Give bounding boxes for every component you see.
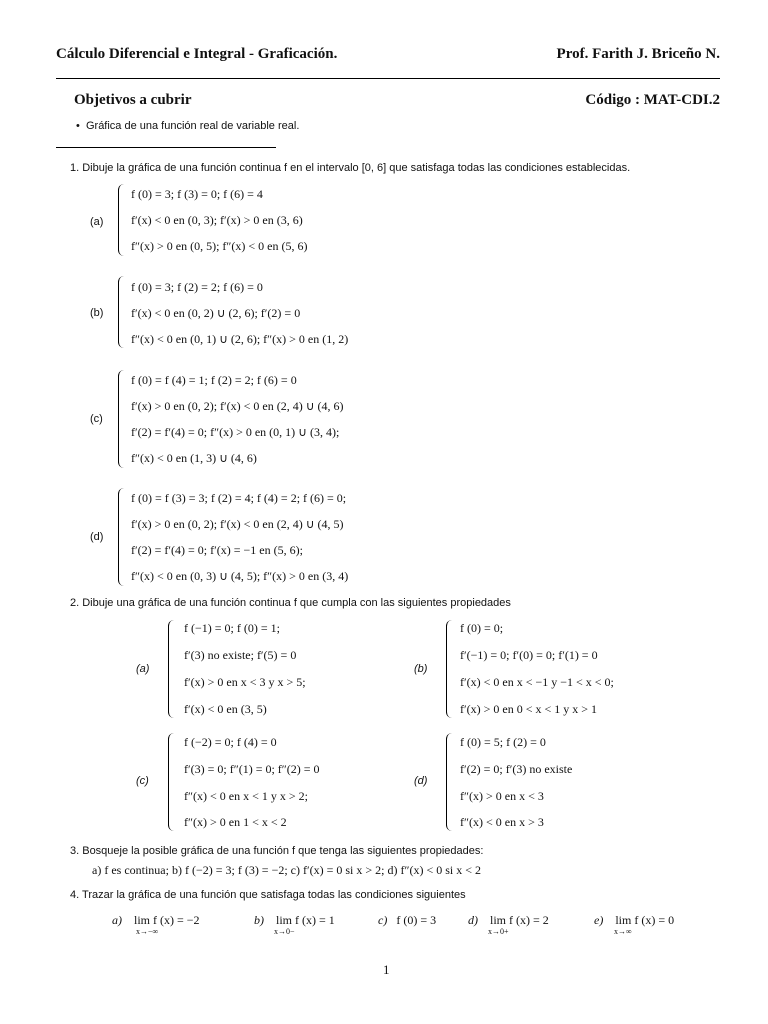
section-rule (56, 147, 276, 148)
q2b-label: (b) (414, 663, 428, 675)
q4a-label: a) (112, 913, 122, 927)
q1a-brace (118, 184, 125, 256)
q1c-line-3: f′(2) = f′(4) = 0; f″(x) > 0 en (0, 1) ∪ (3, 4); (131, 425, 340, 439)
q4b-expr: f (x) = 1 (295, 913, 335, 927)
q4d-expr: f (x) = 2 (509, 913, 549, 927)
q2a-line-4: f′(x) < 0 en (3, 5) (184, 702, 267, 716)
q4-item-b (254, 913, 335, 936)
q2a-line-1: f (−1) = 0; f (0) = 1; (184, 621, 280, 635)
q2b-brace (446, 620, 453, 718)
q1d-line-3: f′(2) = f′(4) = 0; f′(x) = −1 en (5, 6); (131, 543, 303, 557)
course-title: Cálculo Diferencial e Integral - Graficación. (56, 46, 338, 62)
q2b-line-3: f′(x) < 0 en x < −1 y −1 < x < 0; (460, 675, 614, 689)
q1a-line-2: f′(x) < 0 en (0, 3); f′(x) > 0 en (3, 6) (131, 213, 303, 227)
q1a-label: (a) (90, 216, 104, 228)
q1c-label: (c) (90, 413, 103, 425)
q2d-line-3: f″(x) > 0 en x < 3 (460, 789, 544, 803)
professor-name: Prof. Farith J. Briceño N. (556, 46, 720, 62)
q4-item-a (112, 913, 200, 936)
q4-item-e (594, 913, 675, 936)
q1-intro: 1. Dibuje la gráfica de una función continua f en el intervalo [0, 6] que satisfaga todas las condiciones establecidas. (70, 162, 631, 174)
q1d-line-2: f′(x) > 0 en (0, 2); f′(x) < 0 en (2, 4) ∪ (4, 5) (131, 517, 344, 531)
q1a-line-3: f″(x) > 0 en (0, 5); f″(x) < 0 en (5, 6) (131, 239, 308, 253)
page-number: 1 (383, 962, 390, 977)
q1b-line-3: f″(x) < 0 en (0, 1) ∪ (2, 6); f″(x) > 0 en (1, 2) (131, 332, 349, 346)
q2c-brace (168, 733, 175, 831)
q2b-line-2: f′(−1) = 0; f′(0) = 0; f′(1) = 0 (460, 648, 598, 662)
q4c-expr: f (0) = 3 (396, 913, 437, 927)
q2d-line-1: f (0) = 5; f (2) = 0 (460, 735, 546, 749)
course-code: Código : MAT-CDI.2 (585, 92, 720, 108)
objectives-title: Objetivos a cubrir (74, 92, 192, 108)
q2c-line-3: f″(x) < 0 en x < 1 y x > 2; (184, 789, 308, 803)
q1a-line-1: f (0) = 3; f (3) = 0; f (6) = 4 (131, 187, 263, 201)
q1c-line-2: f′(x) > 0 en (0, 2); f′(x) < 0 en (2, 4) ∪ (4, 6) (131, 399, 344, 413)
q4b-lim: lim (276, 913, 293, 927)
objective-text: Gráfica de una función real de variable real. (85, 120, 300, 132)
q2d-line-4: f″(x) < 0 en x > 3 (460, 815, 544, 829)
q2d-brace (446, 733, 453, 831)
q2d-label: (d) (414, 775, 428, 787)
q4b-label: b) (254, 913, 264, 927)
q1d-brace (118, 488, 125, 586)
q1d-label: (d) (90, 531, 104, 543)
q1b-label: (b) (90, 307, 104, 319)
q4a-expr: f (x) = −2 (153, 913, 200, 927)
q4e-sub: x→∞ (614, 927, 632, 936)
q4-item-c (378, 913, 436, 928)
q4e-label: e) (594, 913, 604, 927)
q1b-line-2: f′(x) < 0 en (0, 2) ∪ (2, 6); f′(2) = 0 (131, 306, 301, 320)
q4b-sub: x→0− (274, 927, 295, 936)
q1c-line-4: f″(x) < 0 en (1, 3) ∪ (4, 6) (131, 451, 257, 465)
q2a-line-2: f′(3) no existe; f′(5) = 0 (184, 648, 297, 662)
q4a-lim: lim (134, 913, 151, 927)
q1d-line-4: f″(x) < 0 en (0, 3) ∪ (4, 5); f″(x) > 0 en (3, 4) (131, 569, 349, 583)
q4a-sub: x→−∞ (136, 927, 159, 936)
q1b-brace (118, 276, 125, 348)
q2d-line-2: f′(2) = 0; f′(3) no existe (460, 762, 573, 776)
q1d-line-1: f (0) = f (3) = 3; f (2) = 4; f (4) = 2; f (6) = 0; (131, 491, 347, 505)
q1c-line-1: f (0) = f (4) = 1; f (2) = 2; f (6) = 0 (131, 373, 297, 387)
q2c-line-4: f″(x) > 0 en 1 < x < 2 (184, 815, 287, 829)
header-rule (56, 78, 720, 79)
q4d-label: d) (468, 913, 478, 927)
q1b-line-1: f (0) = 3; f (2) = 2; f (6) = 0 (131, 280, 263, 294)
objectives-row (74, 92, 720, 112)
q4e-lim: lim (615, 913, 632, 927)
q2a-label: (a) (136, 663, 150, 675)
page-header (56, 46, 720, 66)
q2b-line-1: f (0) = 0; (460, 621, 504, 635)
q4d-sub: x→0+ (488, 927, 509, 936)
q2b-line-4: f′(x) > 0 en 0 < x < 1 y x > 1 (460, 702, 598, 716)
q2a-brace (168, 620, 175, 718)
q4-intro: 4. Trazar la gráfica de una función que satisfaga todas las condiciones siguientes (70, 889, 466, 901)
q3-intro: 3. Bosqueje la posible gráfica de una función f que tenga las siguientes propiedades: (70, 845, 484, 857)
q2a-line-3: f′(x) > 0 en x < 3 y x > 5; (184, 675, 306, 689)
q1c-brace (118, 370, 125, 468)
q3-conditions: a) f es continua; b) f (−2) = 3; f (3) = −2; c) f′(x) = 0 si x > 2; d) f″(x) < 0 si x < 2 (92, 863, 482, 877)
q4e-expr: f (x) = 0 (634, 913, 675, 927)
objective-bullet: • Gráfica de una función real de variable real. (76, 120, 300, 132)
q2c-label: (c) (136, 775, 149, 787)
q4-item-d (468, 913, 549, 936)
q2-intro: 2. Dibuje una gráfica de una función continua f que cumpla con las siguientes propiedades (70, 597, 511, 609)
q4c-label: c) (378, 913, 388, 927)
q2c-line-1: f (−2) = 0; f (4) = 0 (184, 735, 277, 749)
q2c-line-2: f′(3) = 0; f″(1) = 0; f″(2) = 0 (184, 762, 320, 776)
q4d-lim: lim (490, 913, 507, 927)
